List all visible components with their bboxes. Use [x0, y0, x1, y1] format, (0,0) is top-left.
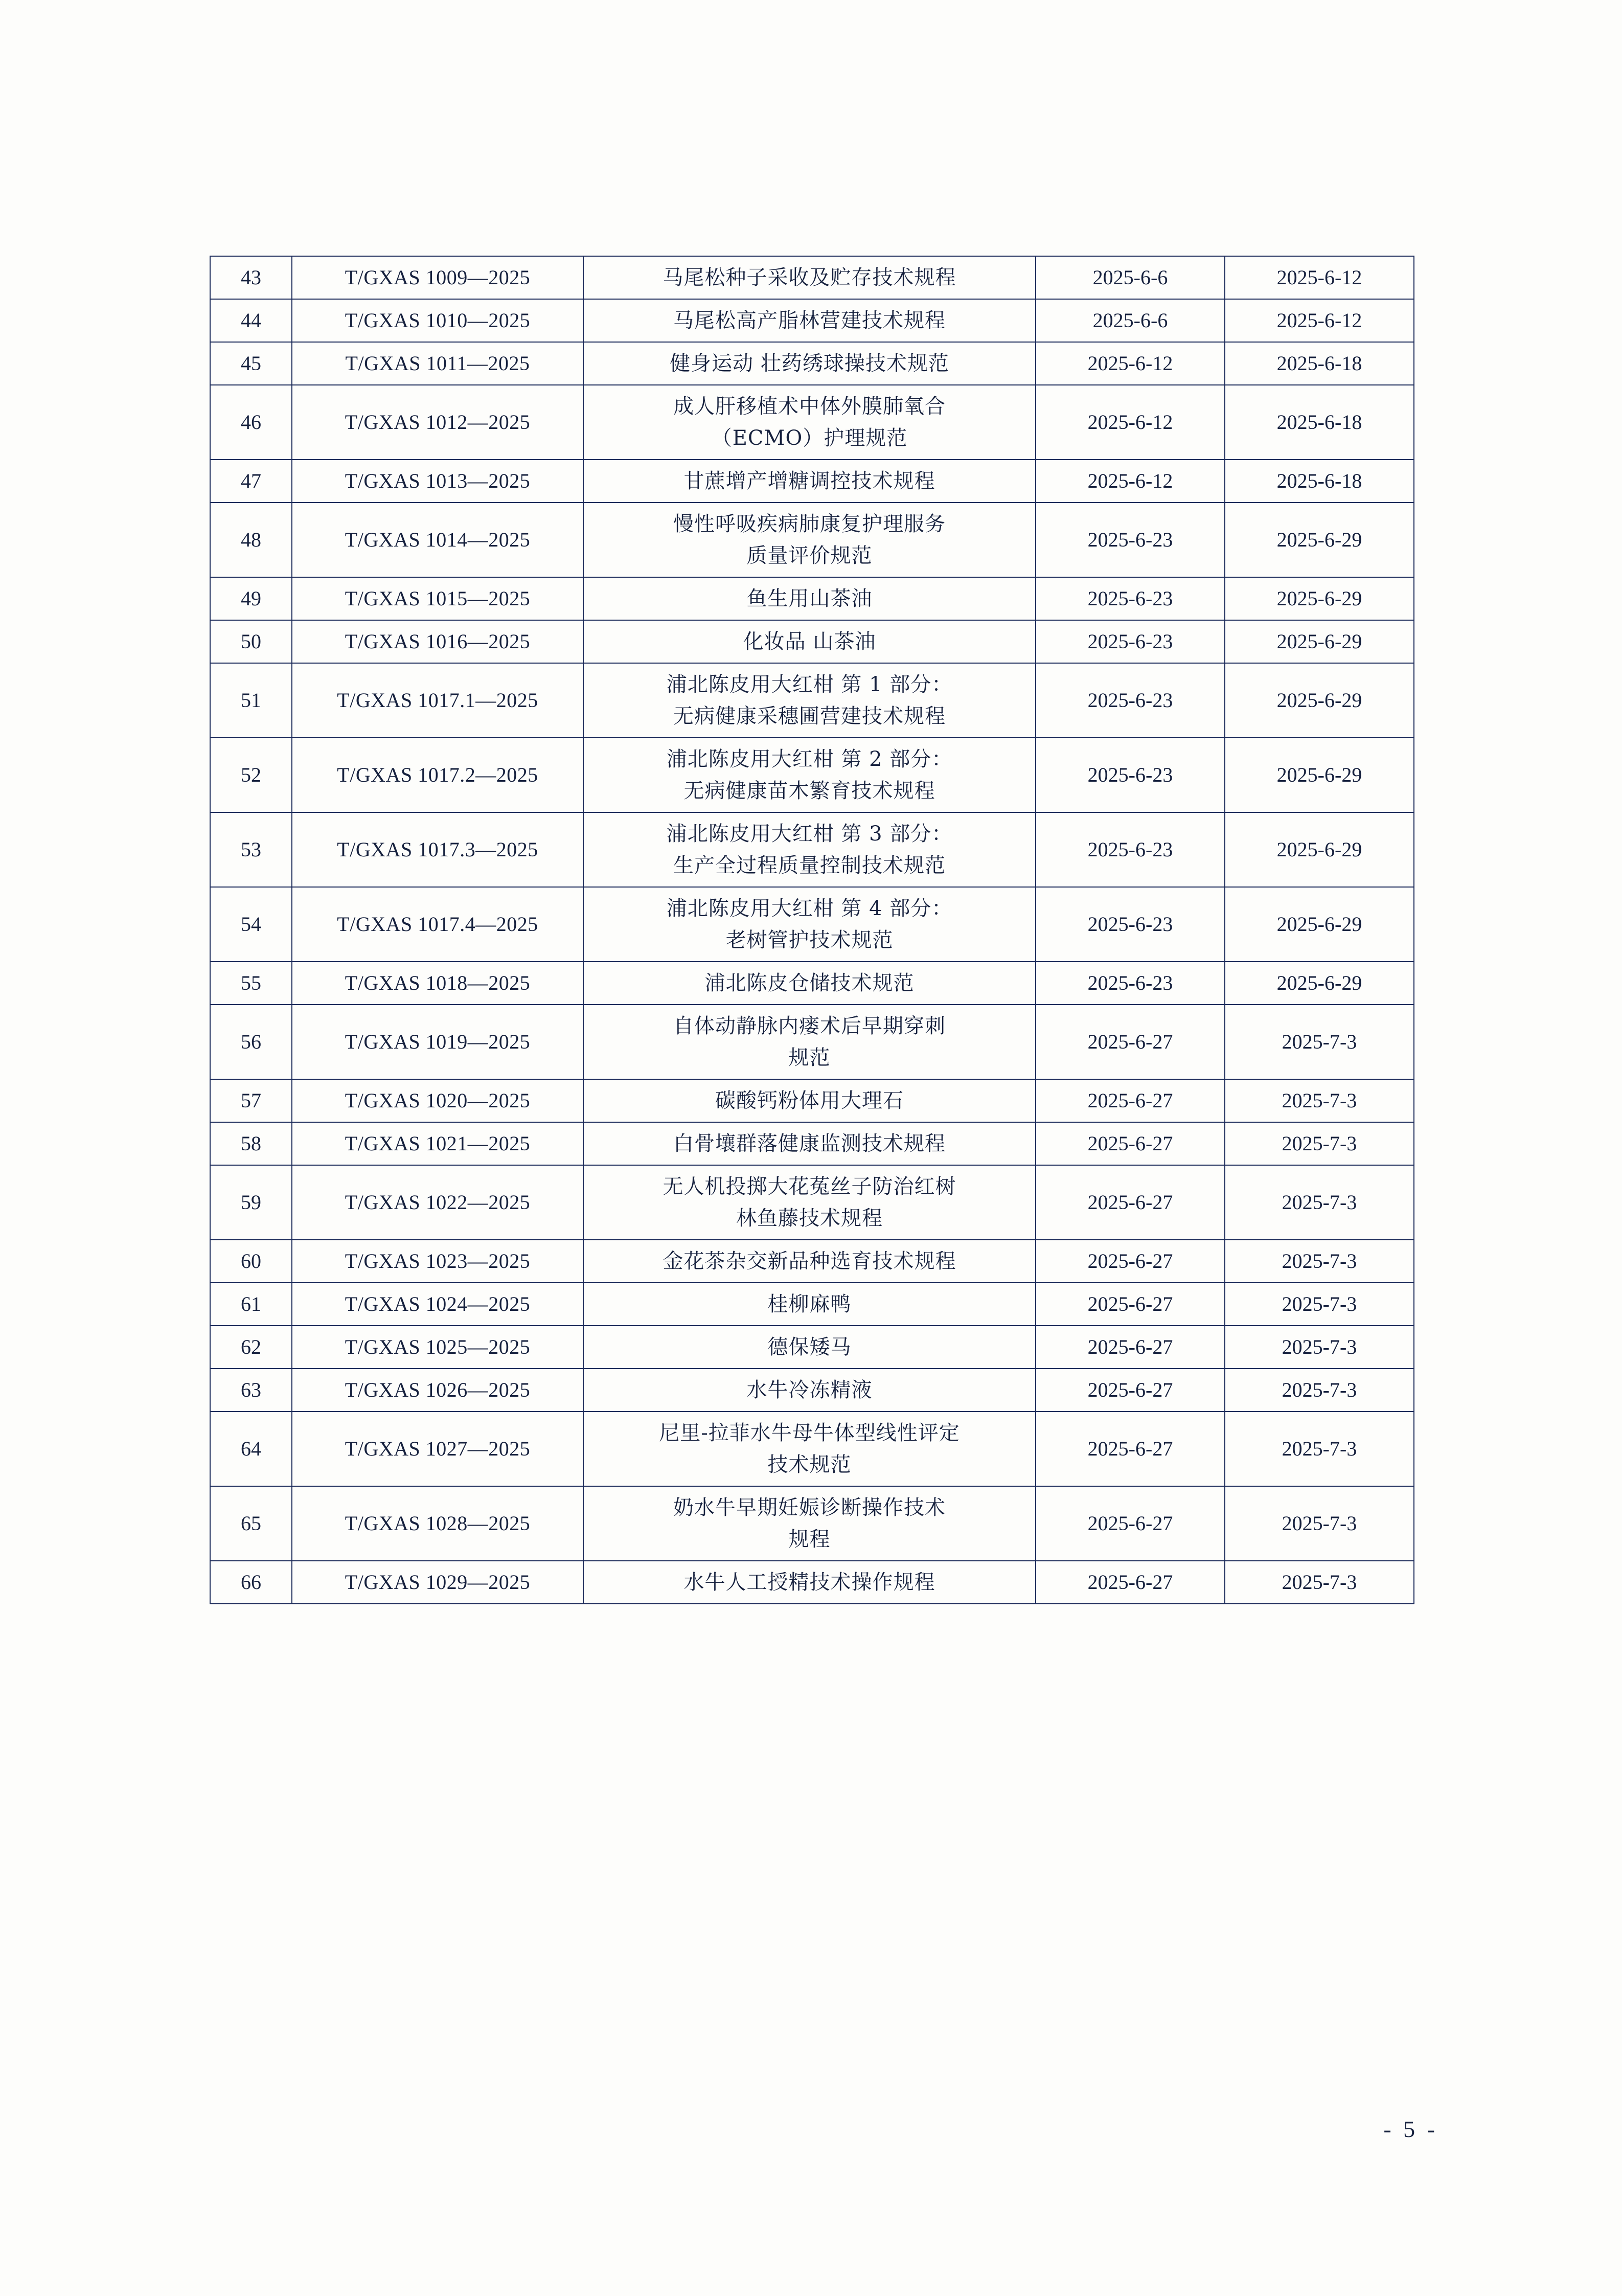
cell-standard-name-line2: （ECMO）护理规范	[711, 426, 908, 450]
cell-standard-code: T/GXAS 1009—2025	[292, 256, 583, 299]
cell-standard-name	[583, 342, 1036, 385]
cell-standard-name-line1: 浦北陈皮仓储技术规范	[704, 971, 915, 995]
cell-standard-code: T/GXAS 1026—2025	[292, 1369, 583, 1412]
cell-publish-date: 2025-6-27	[1036, 1369, 1225, 1412]
cell-standard-code: T/GXAS 1017.3—2025	[292, 812, 583, 887]
cell-index: 44	[210, 299, 292, 342]
cell-standard-code: T/GXAS 1023—2025	[292, 1240, 583, 1283]
table-row	[210, 503, 1414, 577]
cell-implement-date: 2025-7-3	[1225, 1412, 1414, 1486]
cell-index: 51	[210, 663, 292, 738]
cell-standard-name-line1: 鱼生用山茶油	[746, 587, 873, 610]
cell-standard-code: T/GXAS 1016—2025	[292, 620, 583, 663]
cell-standard-name-line1: 浦北陈皮用大红柑 第 1 部分：	[666, 673, 953, 696]
table-row	[210, 577, 1414, 620]
cell-standard-name-line1: 自体动静脉内瘘术后早期穿刺	[673, 1014, 946, 1038]
table-row	[210, 738, 1414, 812]
cell-standard-name-line1: 成人肝移植术中体外膜肺氧合	[673, 395, 946, 418]
cell-standard-name-line2: 老树管护技术规范	[725, 928, 894, 952]
cell-standard-name	[583, 812, 1036, 887]
cell-standard-code: T/GXAS 1017.1—2025	[292, 663, 583, 738]
cell-implement-date: 2025-6-18	[1225, 385, 1414, 460]
cell-standard-name	[583, 1005, 1036, 1079]
cell-standard-name-line1: 水牛冷冻精液	[746, 1378, 873, 1402]
cell-publish-date: 2025-6-27	[1036, 1240, 1225, 1283]
cell-standard-name-line2: 质量评价规范	[746, 544, 873, 567]
cell-index: 46	[210, 385, 292, 460]
cell-index: 47	[210, 460, 292, 503]
cell-standard-name	[583, 299, 1036, 342]
cell-standard-name	[583, 1283, 1036, 1326]
table-row	[210, 299, 1414, 342]
cell-index: 43	[210, 256, 292, 299]
cell-implement-date: 2025-7-3	[1225, 1283, 1414, 1326]
cell-implement-date: 2025-7-3	[1225, 1369, 1414, 1412]
cell-standard-name-line1: 碳酸钙粉体用大理石	[715, 1089, 904, 1112]
cell-standard-name	[583, 256, 1036, 299]
cell-implement-date: 2025-6-12	[1225, 256, 1414, 299]
cell-implement-date: 2025-6-29	[1225, 962, 1414, 1005]
cell-standard-name-line1: 健身运动 壮药绣球操技术规范	[670, 352, 949, 375]
cell-standard-name-line2: 林鱼藤技术规程	[736, 1207, 883, 1230]
table-row	[210, 1240, 1414, 1283]
cell-index: 48	[210, 503, 292, 577]
cell-standard-code: T/GXAS 1011—2025	[292, 342, 583, 385]
cell-implement-date: 2025-6-29	[1225, 620, 1414, 663]
cell-publish-date: 2025-6-23	[1036, 663, 1225, 738]
cell-standard-code: T/GXAS 1025—2025	[292, 1326, 583, 1369]
cell-standard-name	[583, 460, 1036, 503]
cell-index: 49	[210, 577, 292, 620]
cell-index: 55	[210, 962, 292, 1005]
cell-index: 61	[210, 1283, 292, 1326]
cell-publish-date: 2025-6-23	[1036, 887, 1225, 962]
cell-standard-name	[583, 1240, 1036, 1283]
cell-standard-code: T/GXAS 1020—2025	[292, 1079, 583, 1122]
cell-publish-date: 2025-6-27	[1036, 1561, 1225, 1604]
cell-publish-date: 2025-6-23	[1036, 738, 1225, 812]
cell-index: 57	[210, 1079, 292, 1122]
cell-index: 52	[210, 738, 292, 812]
standards-table	[210, 256, 1414, 1604]
cell-standard-name-line2: 规程	[788, 1528, 831, 1551]
cell-standard-name	[583, 962, 1036, 1005]
cell-index: 60	[210, 1240, 292, 1283]
cell-standard-name-line1: 德保矮马	[767, 1335, 852, 1359]
cell-publish-date: 2025-6-27	[1036, 1165, 1225, 1240]
cell-standard-code: T/GXAS 1017.4—2025	[292, 887, 583, 962]
cell-publish-date: 2025-6-23	[1036, 620, 1225, 663]
cell-publish-date: 2025-6-23	[1036, 812, 1225, 887]
cell-standard-name-line1: 浦北陈皮用大红柑 第 2 部分：	[666, 747, 953, 771]
cell-standard-name	[583, 738, 1036, 812]
table-row	[210, 1122, 1414, 1165]
cell-implement-date: 2025-7-3	[1225, 1079, 1414, 1122]
cell-publish-date: 2025-6-23	[1036, 577, 1225, 620]
cell-index: 54	[210, 887, 292, 962]
cell-standard-name-line1: 浦北陈皮用大红柑 第 3 部分：	[666, 822, 953, 846]
cell-publish-date: 2025-6-6	[1036, 256, 1225, 299]
table-row	[210, 1369, 1414, 1412]
cell-standard-name-line2: 无病健康采穗圃营建技术规程	[673, 704, 946, 728]
cell-publish-date: 2025-6-27	[1036, 1079, 1225, 1122]
cell-implement-date: 2025-7-3	[1225, 1240, 1414, 1283]
cell-publish-date: 2025-6-27	[1036, 1283, 1225, 1326]
cell-standard-name	[583, 1326, 1036, 1369]
cell-standard-name	[583, 1561, 1036, 1604]
cell-implement-date: 2025-7-3	[1225, 1326, 1414, 1369]
cell-index: 50	[210, 620, 292, 663]
page-number: - 5 -	[1383, 2116, 1438, 2142]
cell-index: 65	[210, 1486, 292, 1561]
cell-implement-date: 2025-7-3	[1225, 1005, 1414, 1079]
cell-standard-name	[583, 503, 1036, 577]
table-row	[210, 962, 1414, 1005]
cell-index: 66	[210, 1561, 292, 1604]
cell-index: 58	[210, 1122, 292, 1165]
cell-standard-name-line2: 生产全过程质量控制技术规范	[673, 854, 946, 877]
cell-publish-date: 2025-6-12	[1036, 460, 1225, 503]
cell-standard-name-line1: 金花茶杂交新品种选育技术规程	[662, 1249, 956, 1273]
cell-standard-name-line1: 化妆品 山茶油	[743, 630, 876, 653]
table-row	[210, 1165, 1414, 1240]
cell-index: 64	[210, 1412, 292, 1486]
cell-standard-name	[583, 620, 1036, 663]
cell-standard-code: T/GXAS 1021—2025	[292, 1122, 583, 1165]
cell-standard-name	[583, 1165, 1036, 1240]
cell-publish-date: 2025-6-23	[1036, 962, 1225, 1005]
cell-standard-name-line1: 奶水牛早期妊娠诊断操作技术	[673, 1496, 946, 1519]
table-row	[210, 663, 1414, 738]
cell-standard-name	[583, 887, 1036, 962]
cell-standard-name	[583, 1122, 1036, 1165]
cell-standard-code: T/GXAS 1018—2025	[292, 962, 583, 1005]
table-row	[210, 1079, 1414, 1122]
cell-publish-date: 2025-6-27	[1036, 1005, 1225, 1079]
table-row	[210, 1561, 1414, 1604]
table-row	[210, 385, 1414, 460]
cell-standard-code: T/GXAS 1014—2025	[292, 503, 583, 577]
cell-standard-name-line1: 马尾松种子采收及贮存技术规程	[662, 266, 956, 289]
table-row	[210, 460, 1414, 503]
cell-standard-code: T/GXAS 1017.2—2025	[292, 738, 583, 812]
standards-table-container	[210, 256, 1413, 1604]
cell-standard-name-line2: 技术规范	[767, 1453, 852, 1476]
cell-standard-name-line1: 无人机投掷大花菟丝子防治红树	[662, 1175, 956, 1198]
cell-standard-name-line1: 马尾松高产脂林营建技术规程	[673, 309, 946, 332]
table-row	[210, 342, 1414, 385]
cell-implement-date: 2025-6-29	[1225, 577, 1414, 620]
cell-publish-date: 2025-6-12	[1036, 342, 1225, 385]
table-row	[210, 887, 1414, 962]
cell-standard-name	[583, 663, 1036, 738]
cell-implement-date: 2025-7-3	[1225, 1122, 1414, 1165]
cell-implement-date: 2025-6-18	[1225, 342, 1414, 385]
cell-publish-date: 2025-6-27	[1036, 1412, 1225, 1486]
cell-standard-code: T/GXAS 1013—2025	[292, 460, 583, 503]
cell-index: 56	[210, 1005, 292, 1079]
cell-implement-date: 2025-6-12	[1225, 299, 1414, 342]
standards-table-body	[210, 256, 1414, 1604]
cell-implement-date: 2025-6-29	[1225, 887, 1414, 962]
cell-standard-name-line1: 慢性呼吸疾病肺康复护理服务	[673, 512, 946, 536]
cell-standard-name-line1: 浦北陈皮用大红柑 第 4 部分：	[666, 897, 953, 920]
cell-standard-code: T/GXAS 1022—2025	[292, 1165, 583, 1240]
cell-publish-date: 2025-6-27	[1036, 1326, 1225, 1369]
cell-standard-name	[583, 385, 1036, 460]
cell-publish-date: 2025-6-6	[1036, 299, 1225, 342]
cell-standard-name	[583, 577, 1036, 620]
cell-standard-code: T/GXAS 1027—2025	[292, 1412, 583, 1486]
cell-index: 53	[210, 812, 292, 887]
table-row	[210, 256, 1414, 299]
cell-implement-date: 2025-7-3	[1225, 1486, 1414, 1561]
cell-standard-name-line1: 白骨壤群落健康监测技术规程	[673, 1132, 946, 1155]
cell-standard-name-line1: 桂柳麻鸭	[767, 1292, 852, 1316]
cell-standard-code: T/GXAS 1012—2025	[292, 385, 583, 460]
table-row	[210, 1005, 1414, 1079]
cell-implement-date: 2025-6-29	[1225, 738, 1414, 812]
cell-standard-name-line1: 甘蔗增产增糖调控技术规程	[683, 469, 935, 493]
cell-publish-date: 2025-6-27	[1036, 1486, 1225, 1561]
cell-index: 63	[210, 1369, 292, 1412]
cell-implement-date: 2025-6-29	[1225, 503, 1414, 577]
cell-standard-code: T/GXAS 1015—2025	[292, 577, 583, 620]
cell-standard-name	[583, 1369, 1036, 1412]
cell-implement-date: 2025-6-29	[1225, 812, 1414, 887]
cell-standard-name-line2: 规范	[788, 1046, 831, 1070]
cell-standard-name-line1: 水牛人工授精技术操作规程	[683, 1571, 935, 1594]
cell-implement-date: 2025-7-3	[1225, 1561, 1414, 1604]
cell-standard-code: T/GXAS 1010—2025	[292, 299, 583, 342]
table-row	[210, 1283, 1414, 1326]
cell-index: 45	[210, 342, 292, 385]
cell-publish-date: 2025-6-27	[1036, 1122, 1225, 1165]
table-row	[210, 620, 1414, 663]
cell-index: 62	[210, 1326, 292, 1369]
cell-standard-name	[583, 1412, 1036, 1486]
cell-standard-name-line2: 无病健康苗木繁育技术规程	[683, 779, 935, 803]
cell-index: 59	[210, 1165, 292, 1240]
cell-publish-date: 2025-6-23	[1036, 503, 1225, 577]
cell-standard-code: T/GXAS 1029—2025	[292, 1561, 583, 1604]
table-row	[210, 1486, 1414, 1561]
cell-publish-date: 2025-6-12	[1036, 385, 1225, 460]
table-row	[210, 1412, 1414, 1486]
cell-standard-code: T/GXAS 1024—2025	[292, 1283, 583, 1326]
cell-standard-code: T/GXAS 1019—2025	[292, 1005, 583, 1079]
cell-standard-code: T/GXAS 1028—2025	[292, 1486, 583, 1561]
cell-standard-name-line1: 尼里-拉菲水牛母牛体型线性评定	[659, 1421, 960, 1445]
table-row	[210, 1326, 1414, 1369]
cell-standard-name	[583, 1486, 1036, 1561]
cell-standard-name	[583, 1079, 1036, 1122]
cell-implement-date: 2025-6-18	[1225, 460, 1414, 503]
cell-implement-date: 2025-7-3	[1225, 1165, 1414, 1240]
table-row	[210, 812, 1414, 887]
cell-implement-date: 2025-6-29	[1225, 663, 1414, 738]
